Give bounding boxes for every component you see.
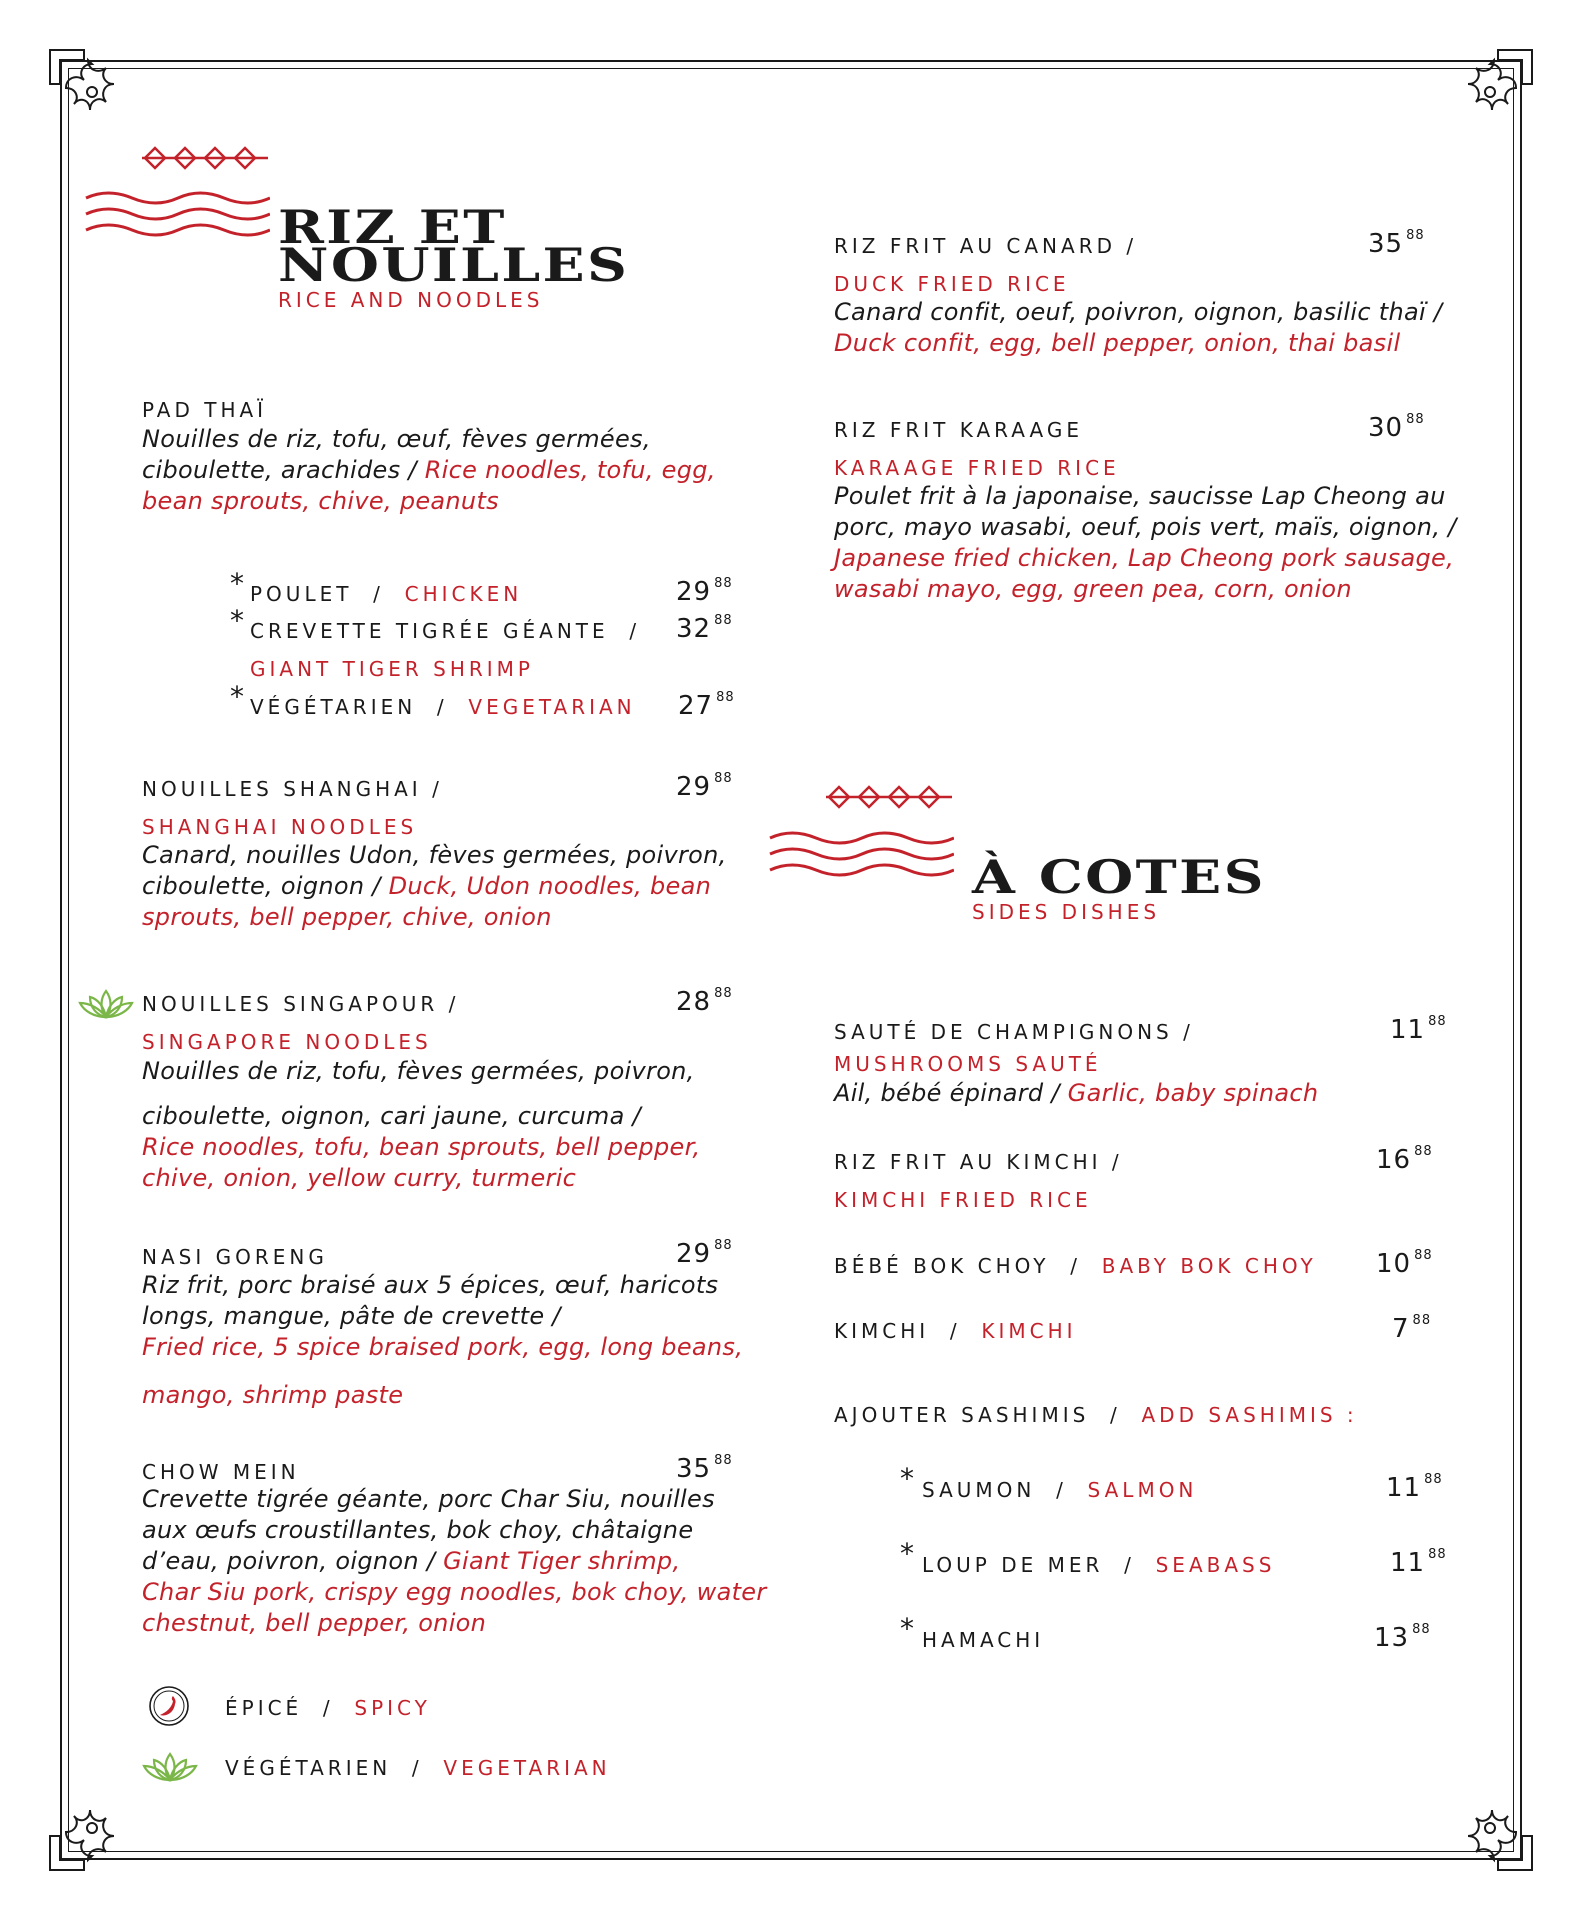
lotus-icon xyxy=(78,985,134,1021)
sep: / xyxy=(1070,1254,1081,1278)
desc-line: Canard, nouilles Udon, fèves germées, poivron, xyxy=(142,841,727,869)
side-name: RIZ FRIT AU KIMCHI / xyxy=(834,1150,1123,1174)
dish-name-en: DUCK FRIED RICE xyxy=(834,272,1070,296)
price-main: 11 xyxy=(1390,1015,1426,1045)
corner-ornament-icon xyxy=(44,44,140,140)
desc-line: Nouilles de riz, tofu, œuf, fèves germées, xyxy=(142,425,651,453)
dish-name: RIZ FRIT AU CANARD / xyxy=(834,234,1138,258)
dish-name: RIZ FRIT KARAAGE xyxy=(834,418,1083,442)
side-name-en: MUSHROOMS SAUTÉ xyxy=(834,1052,1102,1076)
legend-spicy xyxy=(225,1696,431,1720)
price-main: 30 xyxy=(1368,413,1404,443)
desc-fr: ciboulette, arachides / xyxy=(142,456,425,484)
sep: / xyxy=(1110,1403,1121,1427)
sashimi-fr: SAUMON xyxy=(922,1478,1036,1502)
section-subtitle: RICE AND NOODLES xyxy=(278,288,544,312)
price-cents: 88 xyxy=(1424,1472,1443,1487)
price-cents: 88 xyxy=(1412,1313,1432,1328)
desc-line: chive, onion, yellow curry, turmeric xyxy=(142,1164,577,1192)
desc-line xyxy=(142,871,742,902)
dish-name-en: SINGAPORE NOODLES xyxy=(142,1030,432,1054)
dish-name: NASI GORENG xyxy=(142,1245,328,1269)
price-cents: 88 xyxy=(714,986,733,1001)
raw-fish-star: * xyxy=(900,1462,914,1495)
desc-line: Duck confit, egg, bell pepper, onion, thai basil xyxy=(834,329,1401,357)
option-row xyxy=(250,582,522,606)
raw-fish-star: * xyxy=(230,567,244,600)
price-cents: 88 xyxy=(716,690,735,705)
price-cents: 88 xyxy=(714,771,733,786)
price-main: 29 xyxy=(676,577,712,607)
price-main: 11 xyxy=(1386,1473,1422,1503)
desc-line: Rice noodles, tofu, bean sprouts, bell pepper, xyxy=(142,1133,701,1161)
raw-fish-star: * xyxy=(230,604,244,637)
side-en: KIMCHI xyxy=(981,1319,1077,1343)
section-subtitle: SIDES DISHES xyxy=(972,900,1161,924)
section-title: À COTES xyxy=(972,850,1266,904)
side-row xyxy=(834,1319,1077,1343)
option-en: GIANT TIGER SHRIMP xyxy=(250,657,534,681)
price-main: 16 xyxy=(1376,1145,1412,1175)
raw-fish-star: * xyxy=(230,680,244,713)
price xyxy=(676,986,733,1017)
desc-line xyxy=(142,1546,782,1577)
price-cents: 88 xyxy=(1412,1622,1431,1637)
price xyxy=(1376,1144,1433,1175)
sep: / xyxy=(1056,1478,1067,1502)
side-row xyxy=(834,1254,1317,1278)
sashimi-fr: LOUP DE MER xyxy=(922,1553,1104,1577)
price-main: 35 xyxy=(676,1454,712,1484)
price-main: 32 xyxy=(676,614,712,644)
legend-vegetarian xyxy=(225,1756,611,1780)
sep: / xyxy=(322,1696,334,1720)
price-main: 10 xyxy=(1376,1249,1412,1279)
legend-en: VEGETARIAN xyxy=(443,1756,611,1780)
price xyxy=(1368,412,1425,443)
side-en: BABY BOK CHOY xyxy=(1101,1254,1317,1278)
desc-line: bean sprouts, chive, peanuts xyxy=(142,487,499,515)
desc-line: Crevette tigrée géante, porc Char Siu, nouilles xyxy=(142,1485,715,1513)
dish-name-en: KARAAGE FRIED RICE xyxy=(834,456,1120,480)
price-cents: 88 xyxy=(1406,412,1425,427)
waves-icon xyxy=(768,830,954,878)
dish-name: NOUILLES SINGAPOUR / xyxy=(142,992,460,1016)
price-cents: 88 xyxy=(714,576,733,591)
price-cents: 88 xyxy=(1428,1547,1447,1562)
price-main: 35 xyxy=(1368,229,1404,259)
price xyxy=(1390,1014,1447,1045)
desc-line: aux œufs croustillantes, bok choy, châtaigne xyxy=(142,1516,694,1544)
price-cents: 88 xyxy=(1414,1144,1433,1159)
sashimi-en: SALMON xyxy=(1087,1478,1198,1502)
price xyxy=(1368,228,1425,259)
sashimi-row xyxy=(922,1553,1275,1577)
dish-description xyxy=(142,1270,782,1363)
sep: / xyxy=(629,619,641,643)
side-name-en: KIMCHI FRIED RICE xyxy=(834,1188,1092,1212)
price-cents: 88 xyxy=(1406,228,1425,243)
price-main: 28 xyxy=(676,987,712,1017)
option-fr: CREVETTE TIGRÉE GÉANTE xyxy=(250,619,609,643)
side-fr: KIMCHI xyxy=(834,1319,930,1343)
legend-fr: VÉGÉTARIEN xyxy=(225,1756,392,1780)
desc-line xyxy=(142,455,742,486)
sashimi-row xyxy=(922,1478,1197,1502)
lotus-icon xyxy=(142,1748,198,1784)
desc-en: Rice noodles, tofu, egg, xyxy=(424,456,716,484)
desc-line: porc, mayo wasabi, oeuf, pois vert, maïs, oignon, / xyxy=(834,513,1457,541)
desc-line: Riz frit, porc braisé aux 5 épices, œuf, haricots xyxy=(142,1271,719,1299)
desc-line: wasabi mayo, egg, green pea, corn, onion xyxy=(834,575,1352,603)
desc-line: sprouts, bell pepper, chive, onion xyxy=(142,903,552,931)
waves-icon xyxy=(84,190,270,238)
dish-description xyxy=(142,1101,762,1194)
desc-en: Giant Tiger shrimp, xyxy=(443,1547,681,1575)
dish-description xyxy=(142,424,742,517)
corner-ornament-icon xyxy=(44,1780,140,1876)
price xyxy=(1392,1313,1431,1344)
section-title-line1: RIZ ET xyxy=(278,200,507,254)
side-name: SAUTÉ DE CHAMPIGNONS / xyxy=(834,1020,1194,1044)
sep: / xyxy=(1124,1553,1135,1577)
sashimi-row: HAMACHI xyxy=(922,1628,1045,1652)
sashimi-en: ADD SASHIMIS : xyxy=(1141,1403,1358,1427)
price xyxy=(1386,1472,1443,1503)
price xyxy=(676,613,733,644)
chili-icon xyxy=(147,1684,191,1728)
price-main: 11 xyxy=(1390,1548,1426,1578)
legend-fr: ÉPICÉ xyxy=(225,1696,303,1720)
desc-en: Duck, Udon noodles, bean xyxy=(388,872,712,900)
sep: / xyxy=(373,582,384,606)
price xyxy=(1376,1248,1433,1279)
dish-name-en: SHANGHAI NOODLES xyxy=(142,815,418,839)
price xyxy=(678,690,735,721)
price-main: 13 xyxy=(1374,1623,1410,1653)
ornament-icon xyxy=(140,143,270,173)
price-main: 27 xyxy=(678,691,714,721)
corner-ornament-icon xyxy=(1442,44,1538,140)
desc-line: mango, shrimp paste xyxy=(142,1381,404,1409)
dish-name: NOUILLES SHANGHAI / xyxy=(142,777,443,801)
desc-line: Poulet frit à la japonaise, saucisse Lap Cheong au xyxy=(834,482,1446,510)
desc-line: ciboulette, oignon, cari jaune, curcuma / xyxy=(142,1102,641,1130)
raw-fish-star: * xyxy=(900,1612,914,1645)
price xyxy=(1374,1622,1431,1653)
dish-description xyxy=(142,840,742,933)
price-cents: 88 xyxy=(1428,1014,1447,1029)
desc-fr: Ail, bébé épinard / xyxy=(834,1079,1068,1107)
desc-line: Japanese fried chicken, Lap Cheong pork sausage, xyxy=(834,544,1455,572)
sashimi-en: SEABASS xyxy=(1155,1553,1276,1577)
desc-line: Char Siu pork, crispy egg noodles, bok choy, water xyxy=(142,1578,767,1606)
desc-line: chestnut, bell pepper, onion xyxy=(142,1609,487,1637)
dish-description xyxy=(834,297,1474,359)
sashimi-fr: AJOUTER SASHIMIS xyxy=(834,1403,1090,1427)
ornament-icon xyxy=(824,782,954,812)
price xyxy=(676,771,733,802)
sashimi-header xyxy=(834,1403,1358,1427)
desc-line: longs, mangue, pâte de crevette / xyxy=(142,1302,561,1330)
section-title-line2: NOUILLES xyxy=(278,238,630,292)
option-row xyxy=(250,695,636,719)
side-description xyxy=(834,1078,1318,1109)
option-en: CHICKEN xyxy=(404,582,523,606)
desc-line: Fried rice, 5 spice braised pork, egg, long beans, xyxy=(142,1333,744,1361)
dish-description xyxy=(142,1484,782,1639)
side-fr: BÉBÉ BOK CHOY xyxy=(834,1254,1050,1278)
price xyxy=(1390,1547,1447,1578)
option-row xyxy=(250,619,640,643)
option-fr: POULET xyxy=(250,582,353,606)
price-cents: 88 xyxy=(714,1238,733,1253)
price-cents: 88 xyxy=(714,1453,733,1468)
legend-en: SPICY xyxy=(354,1696,431,1720)
sep: / xyxy=(949,1319,961,1343)
dish-description xyxy=(834,481,1474,605)
corner-ornament-icon xyxy=(1442,1780,1538,1876)
price xyxy=(676,1238,733,1269)
price-main: 29 xyxy=(676,772,712,802)
section-title xyxy=(278,200,630,292)
desc-en: Garlic, baby spinach xyxy=(1067,1079,1319,1107)
desc-fr: ciboulette, oignon / xyxy=(142,872,389,900)
price-cents: 88 xyxy=(1414,1248,1433,1263)
option-fr: VÉGÉTARIEN xyxy=(250,695,417,719)
price xyxy=(676,576,733,607)
dish-name: CHOW MEIN xyxy=(142,1460,300,1484)
price xyxy=(676,1453,733,1484)
desc-line: Nouilles de riz, tofu, fèves germées, poivron, xyxy=(142,1057,695,1085)
desc-fr: d’eau, poivron, oignon / xyxy=(142,1547,444,1575)
price-main: 29 xyxy=(676,1239,712,1269)
desc-line: Canard confit, oeuf, poivron, oignon, basilic thaï / xyxy=(834,298,1443,326)
price-main: 7 xyxy=(1392,1314,1410,1344)
option-en: VEGETARIAN xyxy=(468,695,636,719)
sep: / xyxy=(411,1756,423,1780)
sep: / xyxy=(436,695,448,719)
raw-fish-star: * xyxy=(900,1537,914,1570)
dish-name: PAD THAÏ xyxy=(142,398,268,422)
price-cents: 88 xyxy=(714,613,733,628)
